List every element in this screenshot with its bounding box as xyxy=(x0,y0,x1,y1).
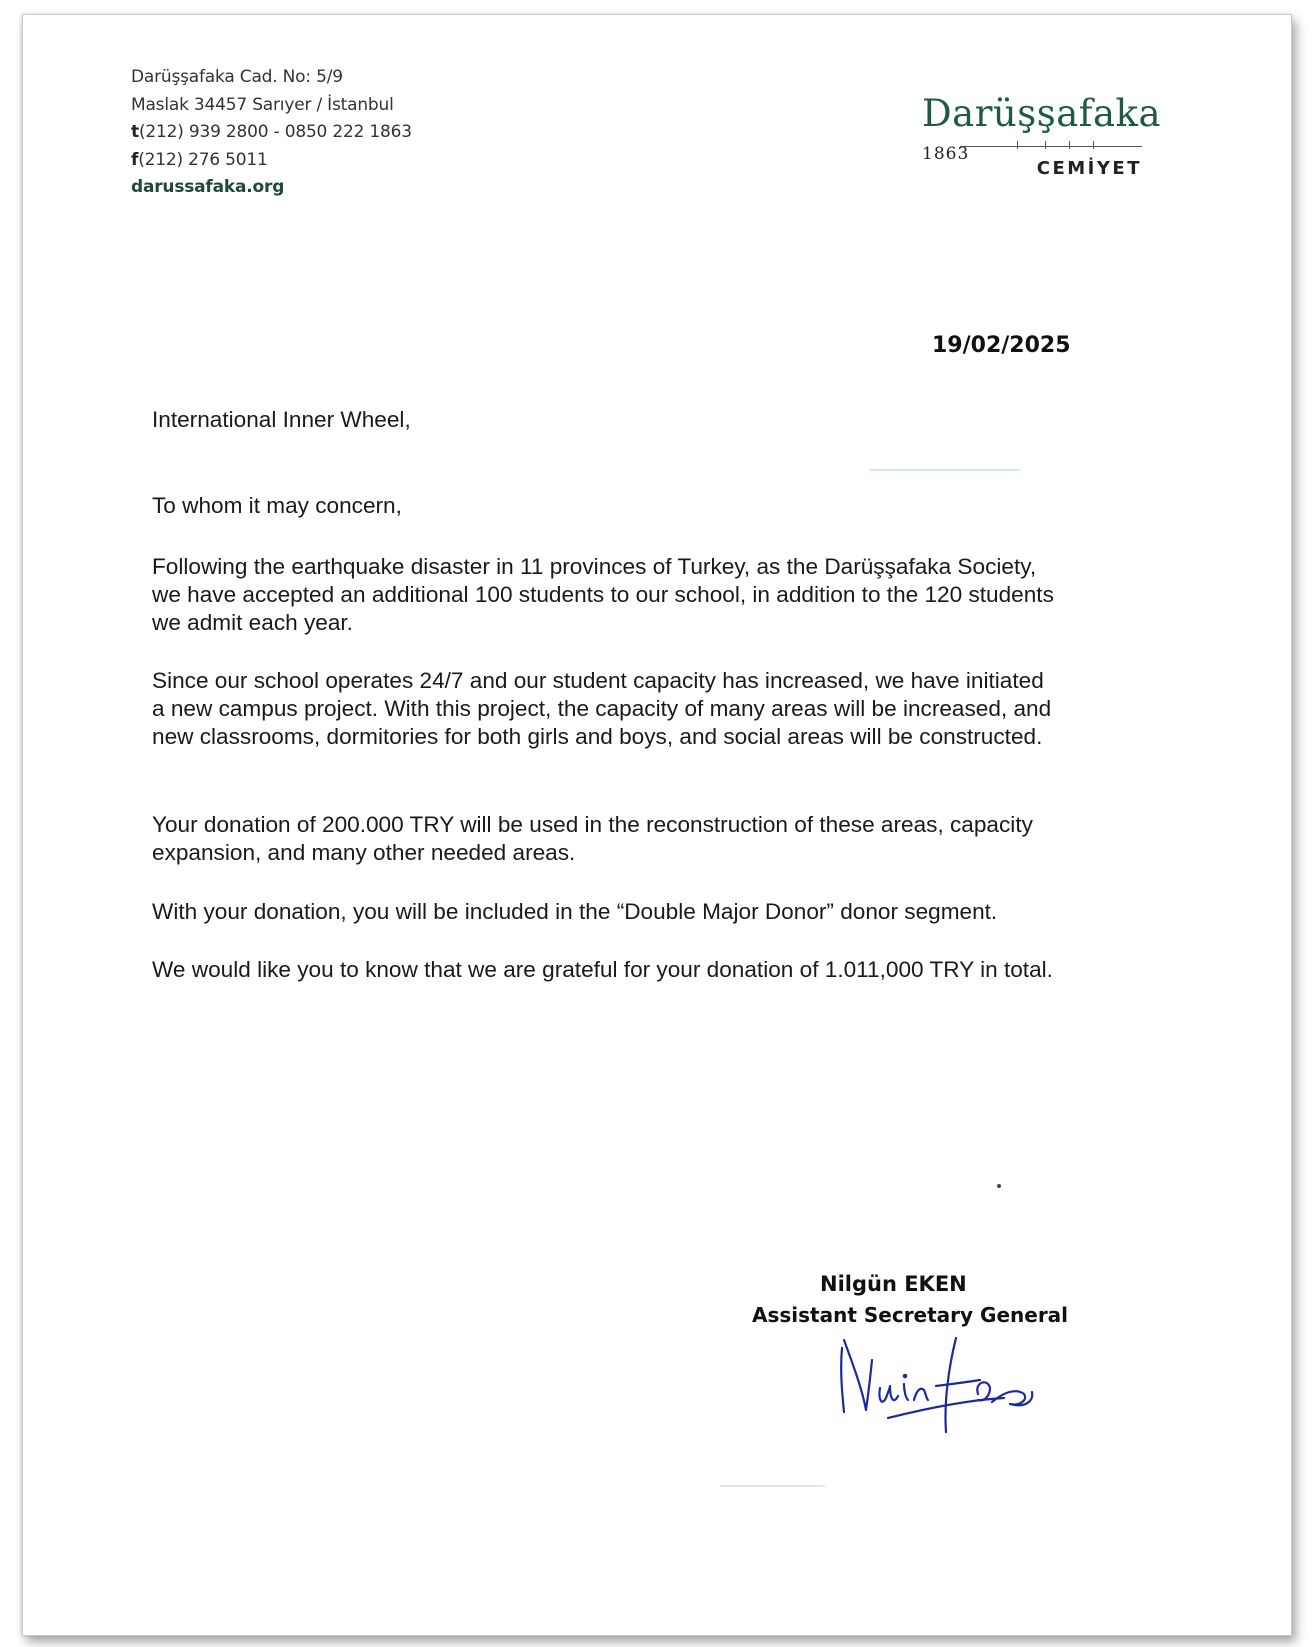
website-text: darussafaka.org xyxy=(131,177,285,197)
logo-wordmark: Darüşşafaka xyxy=(922,92,1162,135)
paragraph-3 xyxy=(152,811,1152,867)
paragraph-2 xyxy=(152,667,1152,751)
signatory-name: Nilgün EKEN xyxy=(820,1272,967,1296)
scan-artifact-line xyxy=(720,1485,825,1487)
phone-number: (212) 939 2800 - 0850 222 1863 xyxy=(138,122,412,142)
paragraph-line: Your donation of 200.000 TRY will be used in the reconstruction of these areas, capacity xyxy=(152,812,1033,837)
fax-prefix: f xyxy=(131,149,139,170)
salutation xyxy=(152,492,1152,520)
logo-year: 1863 xyxy=(922,144,970,164)
fax-line xyxy=(131,147,412,175)
recipient-line xyxy=(152,406,1152,434)
logo-ticks xyxy=(1017,141,1097,151)
paragraph-line: we have accepted an additional 100 students to our school, in addition to the 120 students xyxy=(152,582,1054,607)
paragraph-line: we admit each year. xyxy=(152,610,353,635)
letter-date: 19/02/2025 xyxy=(932,333,1071,358)
paragraph-line: a new campus project. With this project, the capacity of many areas will be increased, and xyxy=(152,696,1052,721)
fax-number: (212) 276 5011 xyxy=(138,149,268,170)
paragraph-line: With your donation, you will be included in the “Double Major Donor” donor segment. xyxy=(152,899,998,924)
phone-line xyxy=(131,119,412,147)
paragraph-line: new classrooms, dormitories for both girls and boys, and social areas will be constructed. xyxy=(152,724,1043,749)
scan-speck xyxy=(997,1184,1001,1188)
handwritten-signature xyxy=(828,1300,1058,1440)
paragraph-line: We would like you to know that we are grateful for your donation of 1.011,000 TRY in total. xyxy=(152,957,1053,982)
paragraph-line: Following the earthquake disaster in 11 provinces of Turkey, as the Darüşşafaka Society, xyxy=(152,554,1037,579)
address-street: Darüşşafaka Cad. No: 5/9 xyxy=(131,67,343,87)
paragraph-5 xyxy=(152,956,1152,984)
paragraph-4 xyxy=(152,898,1152,926)
letterhead-address xyxy=(131,64,412,202)
recipient-text: International Inner Wheel, xyxy=(152,407,411,432)
scan-artifact-line xyxy=(870,469,1020,471)
paragraph-1 xyxy=(152,553,1152,637)
signatory-title: Assistant Secretary General xyxy=(752,1303,1069,1327)
logo-subtitle: CEMİYET xyxy=(1036,158,1142,179)
paragraph-line: expansion, and many other needed areas. xyxy=(152,840,576,865)
address-district: Maslak 34457 Sarıyer / İstanbul xyxy=(131,94,394,115)
phone-prefix: t xyxy=(131,122,139,142)
salutation-text: To whom it may concern, xyxy=(152,493,402,518)
paragraph-line: Since our school operates 24/7 and our student capacity has increased, we have initiated xyxy=(152,668,1044,693)
darussafaka-logo xyxy=(922,92,1162,182)
